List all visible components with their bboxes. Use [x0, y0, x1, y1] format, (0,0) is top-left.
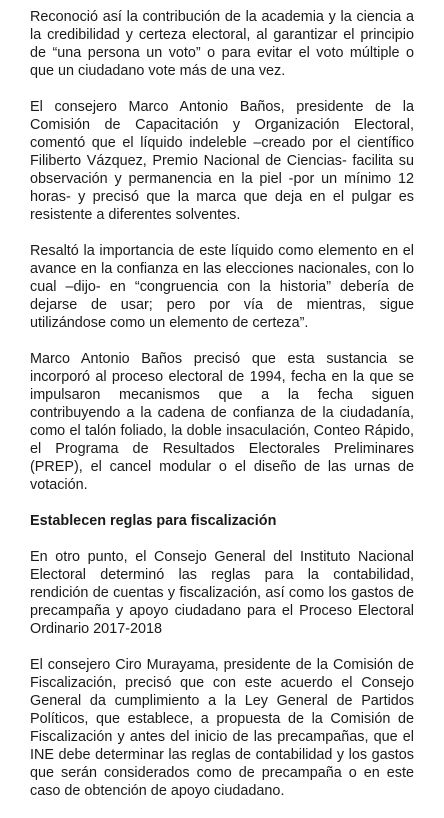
section-heading: Establecen reglas para fiscalización — [30, 513, 277, 529]
paragraph-importancia: Resaltó la importancia de este líquido como elemento en el avance en la confianza en las elecciones nacionales, con lo cual –dijo- en “congruencia con la historia” debería de dejarse de usar; pero por vía de mientras, sigue utilizándose como un elemento de certeza”. — [30, 243, 414, 331]
paragraph-ciro-murayama: El consejero Ciro Murayama, presidente de la Comisión de Fiscalización, precisó que con este acuerdo el Consejo General da cumplimiento a la Ley General de Partidos Políticos, que establece, a propuesta de la Comisión de Fiscalización y antes del inicio de las precampañas, que el INE debe determinar las reglas de contabilidad y los gastos que serán considerados como de precampaña o en este caso de obtención de apoyo ciudadano. — [30, 657, 414, 799]
paragraph-consejo-general: En otro punto, el Consejo General del Instituto Nacional Electoral determinó las reglas para la contabilidad, rendición de cuentas y fiscalización, así como los gastos de precampaña y apoyo ciudadano para el Proceso Electoral Ordinario 2017-2018 — [30, 549, 414, 637]
paragraph-liquido-indeleble: El consejero Marco Antonio Baños, presidente de la Comisión de Capacitación y Organización Electoral, comentó que el líquido indeleble –creado por el científico Filiberto Vázquez, Premio Nacional de Ciencias- facilita su observación y permanencia en la piel -por un mínimo 12 horas- y precisó que la marca que deja en el pulgar es resistente a diferentes solventes. — [30, 99, 414, 223]
article-body — [30, 8, 414, 818]
paragraph-academia: Reconoció así la contribución de la academia y la ciencia a la credibilidad y certeza electoral, al garantizar el principio de “una persona un voto” o para evitar el voto múltiple o que un ciudadano vote más de una vez. — [30, 9, 414, 79]
paragraph-proceso-1994: Marco Antonio Baños precisó que esta sustancia se incorporó al proceso electoral de 1994, fecha en la que se impulsaron mecanismos que a la fecha siguen contribuyendo a la cadena de confianza de la ciudadanía, como el talón foliado, la doble insaculación, Conteo Rápido, el Programa de Resultados Electorales Preliminares (PREP), el cancel modular o el diseño de las urnas de votación. — [30, 351, 414, 493]
